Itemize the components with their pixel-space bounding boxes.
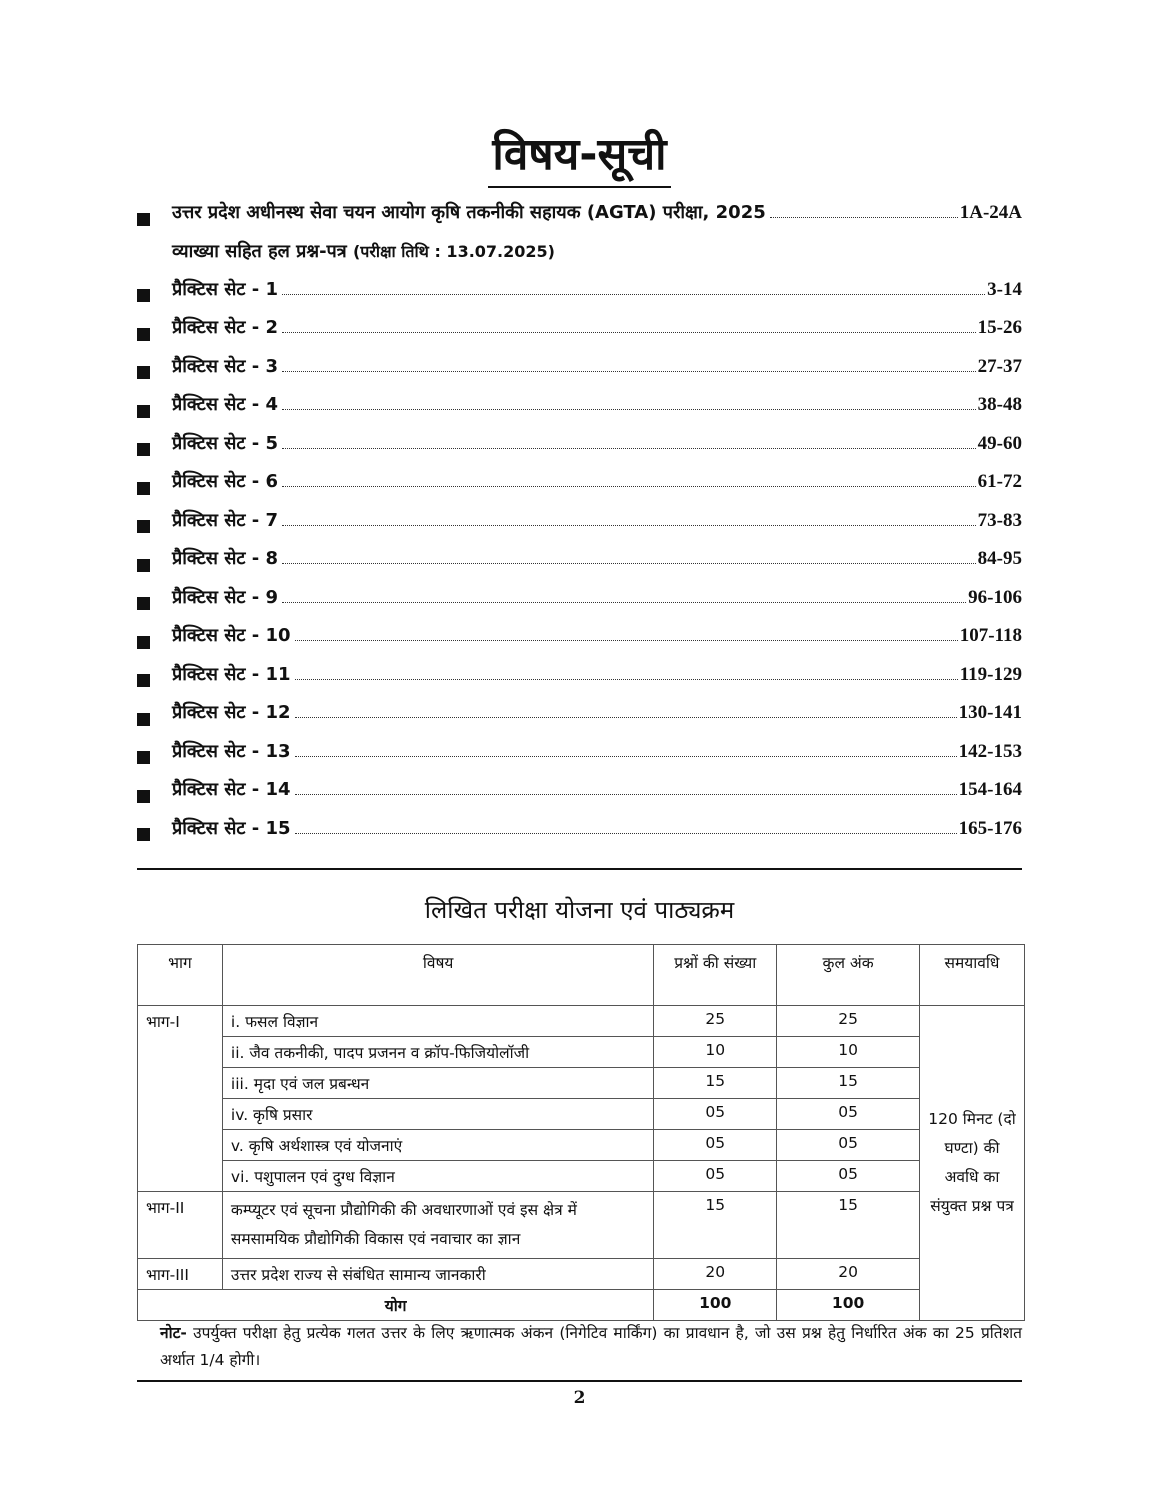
questions-cell: 05 bbox=[654, 1161, 777, 1192]
toc-entry-label: प्रैक्टिस सेट - 1 bbox=[172, 278, 278, 300]
questions-cell: 20 bbox=[654, 1259, 777, 1290]
dot-leader bbox=[282, 525, 976, 526]
subject-cell: i. फसल विज्ञान bbox=[222, 1006, 653, 1037]
table-of-contents bbox=[137, 200, 1022, 854]
marks-cell: 05 bbox=[777, 1099, 920, 1130]
dot-leader bbox=[282, 409, 976, 410]
toc-entry[interactable] bbox=[137, 816, 1022, 855]
questions-cell: 25 bbox=[654, 1006, 777, 1037]
marks-cell: 15 bbox=[777, 1068, 920, 1099]
toc-entry[interactable] bbox=[137, 392, 1022, 431]
toc-entry-pages: 61-72 bbox=[977, 471, 1022, 492]
toc-entry[interactable] bbox=[137, 469, 1022, 508]
toc-entry-label: प्रैक्टिस सेट - 2 bbox=[172, 317, 278, 338]
toc-entry[interactable] bbox=[137, 508, 1022, 547]
toc-entry-subtitle bbox=[137, 239, 1022, 277]
subject-cell: vi. पशुपालन एवं दुग्ध विज्ञान bbox=[222, 1161, 653, 1192]
dot-leader bbox=[282, 563, 976, 564]
toc-entry-label: प्रैक्टिस सेट - 15 bbox=[172, 817, 291, 839]
dot-leader bbox=[295, 717, 957, 718]
toc-entry-label: प्रैक्टिस सेट - 12 bbox=[172, 702, 291, 723]
footer-divider bbox=[137, 1380, 1022, 1382]
part-cell: भाग-II bbox=[138, 1192, 223, 1259]
toc-entry[interactable] bbox=[137, 777, 1022, 816]
subject-cell: iii. मृदा एवं जल प्रबन्धन bbox=[222, 1068, 653, 1099]
marks-cell: 20 bbox=[777, 1259, 920, 1290]
toc-entry-pages: 84-95 bbox=[977, 548, 1022, 569]
toc-entry-pages: 73-83 bbox=[977, 509, 1022, 531]
toc-entry-exam[interactable] bbox=[137, 200, 1022, 239]
toc-entry-pages: 107-118 bbox=[959, 625, 1022, 646]
dot-leader bbox=[295, 833, 957, 834]
toc-entry-pages: 15-26 bbox=[977, 317, 1022, 338]
table-row bbox=[138, 1099, 1025, 1130]
part-cell: भाग-III bbox=[138, 1259, 223, 1290]
square-bullet-icon bbox=[137, 405, 150, 418]
toc-entry[interactable] bbox=[137, 431, 1022, 470]
header-part: भाग bbox=[138, 945, 223, 1006]
part-cell: भाग-I bbox=[138, 1006, 223, 1192]
questions-cell: 15 bbox=[654, 1068, 777, 1099]
table-row bbox=[138, 1130, 1025, 1161]
toc-entry[interactable] bbox=[137, 277, 1022, 316]
marks-cell: 05 bbox=[777, 1130, 920, 1161]
toc-entry-label: प्रैक्टिस सेट - 8 bbox=[172, 548, 278, 569]
questions-cell: 15 bbox=[654, 1192, 777, 1259]
header-marks: कुल अंक bbox=[777, 945, 920, 1006]
table-row bbox=[138, 1161, 1025, 1192]
subject-cell: v. कृषि अर्थशास्त्र एवं योजनाएं bbox=[222, 1130, 653, 1161]
dot-leader bbox=[295, 756, 957, 757]
dot-leader bbox=[282, 332, 976, 333]
toc-entry-label: प्रैक्टिस सेट - 13 bbox=[172, 740, 291, 762]
section-divider bbox=[137, 868, 1022, 870]
toc-entry-pages: 96-106 bbox=[968, 586, 1022, 608]
toc-entry-pages: 49-60 bbox=[977, 432, 1022, 454]
dot-leader bbox=[295, 794, 957, 795]
toc-entry[interactable] bbox=[137, 623, 1022, 662]
square-bullet-icon bbox=[137, 674, 150, 687]
table-row bbox=[138, 1006, 1025, 1037]
square-bullet-icon bbox=[137, 520, 150, 533]
square-bullet-icon bbox=[137, 828, 150, 841]
questions-cell: 05 bbox=[654, 1099, 777, 1130]
total-marks: 100 bbox=[777, 1290, 920, 1321]
note-body: उपर्युक्त परीक्षा हेतु प्रत्येक गलत उत्तर के लिए ऋणात्मक अंकन (निगेटिव मार्किंग) का प्रावधान है, जो उस प्रश्न हेतु निर्धारित अंक का 25 प्रतिशत अर्थात 1/4 होगी। bbox=[160, 1324, 1022, 1369]
table-row bbox=[138, 1068, 1025, 1099]
total-questions: 100 bbox=[654, 1290, 777, 1321]
square-bullet-icon bbox=[137, 213, 150, 226]
square-bullet-icon bbox=[137, 636, 150, 649]
questions-cell: 10 bbox=[654, 1037, 777, 1068]
note-label: नोट- bbox=[160, 1324, 187, 1342]
table-row bbox=[138, 1192, 1025, 1259]
toc-entry-pages: 1A-24A bbox=[959, 202, 1022, 223]
toc-entry-pages: 165-176 bbox=[958, 817, 1022, 839]
toc-subtitle-text: व्याख्या सहित हल प्रश्न-पत्र bbox=[172, 240, 347, 262]
toc-entry-pages: 154-164 bbox=[958, 779, 1022, 800]
syllabus-heading: लिखित परीक्षा योजना एवं पाठ्यक्रम bbox=[424, 896, 735, 924]
toc-entry-pages: 38-48 bbox=[977, 394, 1022, 415]
negative-marking-note bbox=[160, 1320, 1022, 1374]
toc-entry-pages: 3-14 bbox=[987, 278, 1022, 300]
marks-cell: 25 bbox=[777, 1006, 920, 1037]
dot-leader bbox=[282, 371, 976, 372]
toc-entry[interactable] bbox=[137, 354, 1022, 393]
toc-entry-pages: 27-37 bbox=[977, 355, 1022, 377]
subject-cell: iv. कृषि प्रसार bbox=[222, 1099, 653, 1130]
toc-entry-label: प्रैक्टिस सेट - 9 bbox=[172, 586, 278, 608]
toc-entry-label: प्रैक्टिस सेट - 4 bbox=[172, 394, 278, 415]
page-number: 2 bbox=[573, 1388, 586, 1408]
toc-entry[interactable] bbox=[137, 315, 1022, 354]
questions-cell: 05 bbox=[654, 1130, 777, 1161]
square-bullet-icon bbox=[137, 366, 150, 379]
square-bullet-icon bbox=[137, 328, 150, 341]
toc-entry-label: प्रैक्टिस सेट - 10 bbox=[172, 625, 291, 646]
dot-leader bbox=[282, 486, 976, 487]
square-bullet-icon bbox=[137, 790, 150, 803]
total-row bbox=[138, 1290, 1025, 1321]
total-label: योग bbox=[138, 1290, 654, 1321]
toc-entry[interactable] bbox=[137, 662, 1022, 701]
dot-leader bbox=[770, 217, 958, 218]
toc-entry-label: प्रैक्टिस सेट - 11 bbox=[172, 663, 291, 685]
marks-cell: 15 bbox=[777, 1192, 920, 1259]
toc-entry-label: प्रैक्टिस सेट - 14 bbox=[172, 779, 291, 800]
square-bullet-icon bbox=[137, 443, 150, 456]
subject-cell: ii. जैव तकनीकी, पादप प्रजनन व क्रॉप-फिजियोलॉजी bbox=[222, 1037, 653, 1068]
toc-entry-label: प्रैक्टिस सेट - 6 bbox=[172, 471, 278, 492]
square-bullet-icon bbox=[137, 713, 150, 726]
marks-cell: 10 bbox=[777, 1037, 920, 1068]
toc-entry-label: उत्तर प्रदेश अधीनस्थ सेवा चयन आयोग कृषि तकनीकी सहायक (AGTA) परीक्षा, 2025 bbox=[172, 202, 766, 223]
syllabus-table bbox=[137, 944, 1025, 1321]
toc-exam-date: (परीक्षा तिथि : 13.07.2025) bbox=[352, 241, 555, 261]
table-row bbox=[138, 1037, 1025, 1068]
toc-entry-label: प्रैक्टिस सेट - 3 bbox=[172, 355, 278, 377]
header-questions: प्रश्नों की संख्या bbox=[654, 945, 777, 1006]
square-bullet-icon bbox=[137, 751, 150, 764]
dot-leader bbox=[295, 679, 958, 680]
header-duration: समयावधि bbox=[920, 945, 1025, 1006]
title-text: विषय-सूची bbox=[488, 129, 670, 188]
toc-entry[interactable] bbox=[137, 739, 1022, 778]
toc-entry[interactable] bbox=[137, 700, 1022, 739]
square-bullet-icon bbox=[137, 289, 150, 302]
square-bullet-icon bbox=[137, 597, 150, 610]
toc-practice-sets bbox=[137, 277, 1022, 855]
dot-leader bbox=[295, 640, 958, 641]
page-title bbox=[0, 122, 1159, 182]
dot-leader bbox=[282, 294, 985, 295]
table-row bbox=[138, 1259, 1025, 1290]
toc-entry-pages: 119-129 bbox=[959, 663, 1022, 685]
subject-cell: कम्प्यूटर एवं सूचना प्रौद्योगिकी की अवधारणाओं एवं इस क्षेत्र में समसामयिक प्रौद्योगिकी विकास एवं नवाचार का ज्ञान bbox=[222, 1192, 653, 1259]
duration-cell: 120 मिनट (दो घण्टा) की अवधि का संयुक्त प्रश्न पत्र bbox=[920, 1006, 1025, 1321]
dot-leader bbox=[282, 448, 976, 449]
dot-leader bbox=[282, 602, 966, 603]
table-header-row bbox=[138, 945, 1025, 1006]
square-bullet-icon bbox=[137, 482, 150, 495]
toc-entry[interactable] bbox=[137, 585, 1022, 624]
toc-entry[interactable] bbox=[137, 546, 1022, 585]
toc-entry-label: प्रैक्टिस सेट - 5 bbox=[172, 432, 278, 454]
square-bullet-icon bbox=[137, 559, 150, 572]
subject-cell: उत्तर प्रदेश राज्य से संबंधित सामान्य जानकारी bbox=[222, 1259, 653, 1290]
toc-entry-label: प्रैक्टिस सेट - 7 bbox=[172, 509, 278, 531]
toc-entry-pages: 130-141 bbox=[958, 702, 1022, 723]
header-subject: विषय bbox=[222, 945, 653, 1006]
marks-cell: 05 bbox=[777, 1161, 920, 1192]
toc-entry-pages: 142-153 bbox=[958, 740, 1022, 762]
